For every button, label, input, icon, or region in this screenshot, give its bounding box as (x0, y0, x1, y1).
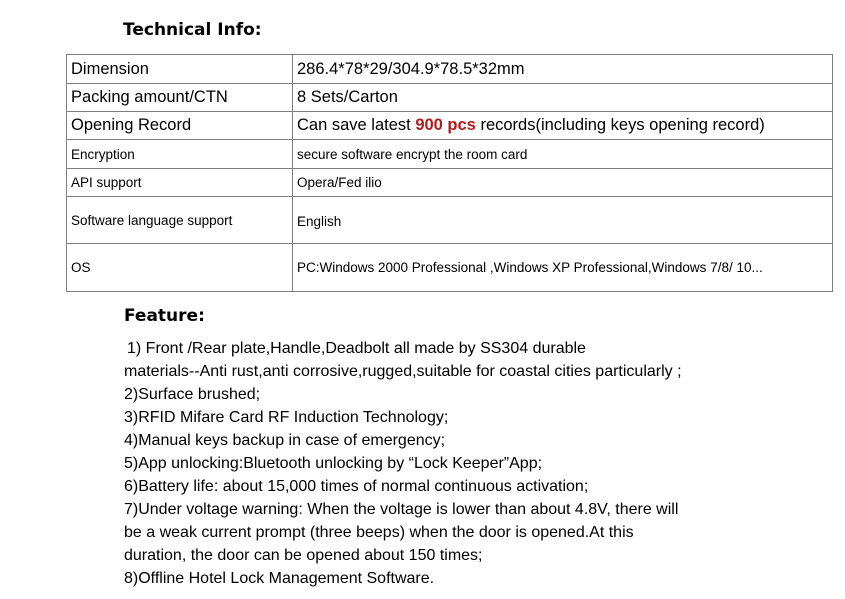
spec-value: secure software encrypt the room card (293, 140, 833, 169)
feature-line: 7)Under voltage warning: When the voltage is lower than about 4.8V, there will (124, 501, 679, 518)
record-count-highlight: 900 pcs (415, 116, 476, 134)
feature-line: materials--Anti rust,anti corrosive,rugged,suitable for coastal cities particularly ; (124, 363, 682, 380)
spec-value-suffix: records(including keys opening record) (475, 116, 765, 134)
feature-heading: Feature: (124, 306, 205, 326)
spec-table (66, 54, 833, 292)
spec-key: Packing amount/CTN (67, 84, 293, 112)
feature-line: 8)Offline Hotel Lock Management Software. (124, 570, 435, 587)
spec-row-os (67, 244, 833, 292)
feature-line: 1) Front /Rear plate,Handle,Deadbolt all made by SS304 durable (127, 340, 586, 357)
spec-key: API support (67, 169, 293, 197)
spec-row-encryption (67, 140, 833, 169)
spec-row-api-support (67, 169, 833, 197)
feature-line: 6)Battery life: about 15,000 times of normal continuous activation; (124, 478, 589, 495)
spec-row-dimension (67, 55, 833, 84)
spec-key: Encryption (67, 140, 293, 169)
spec-value (293, 112, 833, 140)
spec-value: 8 Sets/Carton (293, 84, 833, 112)
spec-key: OS (67, 244, 293, 292)
feature-line: 4)Manual keys backup in case of emergency; (124, 432, 446, 449)
spec-value: 286.4*78*29/304.9*78.5*32mm (293, 55, 833, 84)
feature-line: be a weak current prompt (three beeps) when the door is opened.At this (124, 524, 634, 541)
spec-row-opening-record (67, 112, 833, 140)
technical-info-heading: Technical Info: (123, 20, 262, 40)
feature-line: 2)Surface brushed; (124, 386, 261, 403)
spec-key: Dimension (67, 55, 293, 84)
feature-line: 5)App unlocking:Bluetooth unlocking by “Lock Keeper”App; (124, 455, 543, 472)
feature-list (124, 337, 804, 590)
feature-line: duration, the door can be opened about 150 times; (124, 547, 483, 564)
spec-value: PC:Windows 2000 Professional ,Windows XP Professional,Windows 7/8/ 10... (293, 244, 833, 292)
spec-row-packing (67, 84, 833, 112)
spec-value-prefix: Can save latest (297, 116, 416, 134)
spec-value: English (293, 197, 833, 244)
spec-value: Opera/Fed ilio (293, 169, 833, 197)
spec-row-language-support (67, 197, 833, 244)
spec-key: Opening Record (67, 112, 293, 140)
feature-line: 3)RFID Mifare Card RF Induction Technology; (124, 409, 449, 426)
spec-key: Software language support (67, 197, 293, 244)
